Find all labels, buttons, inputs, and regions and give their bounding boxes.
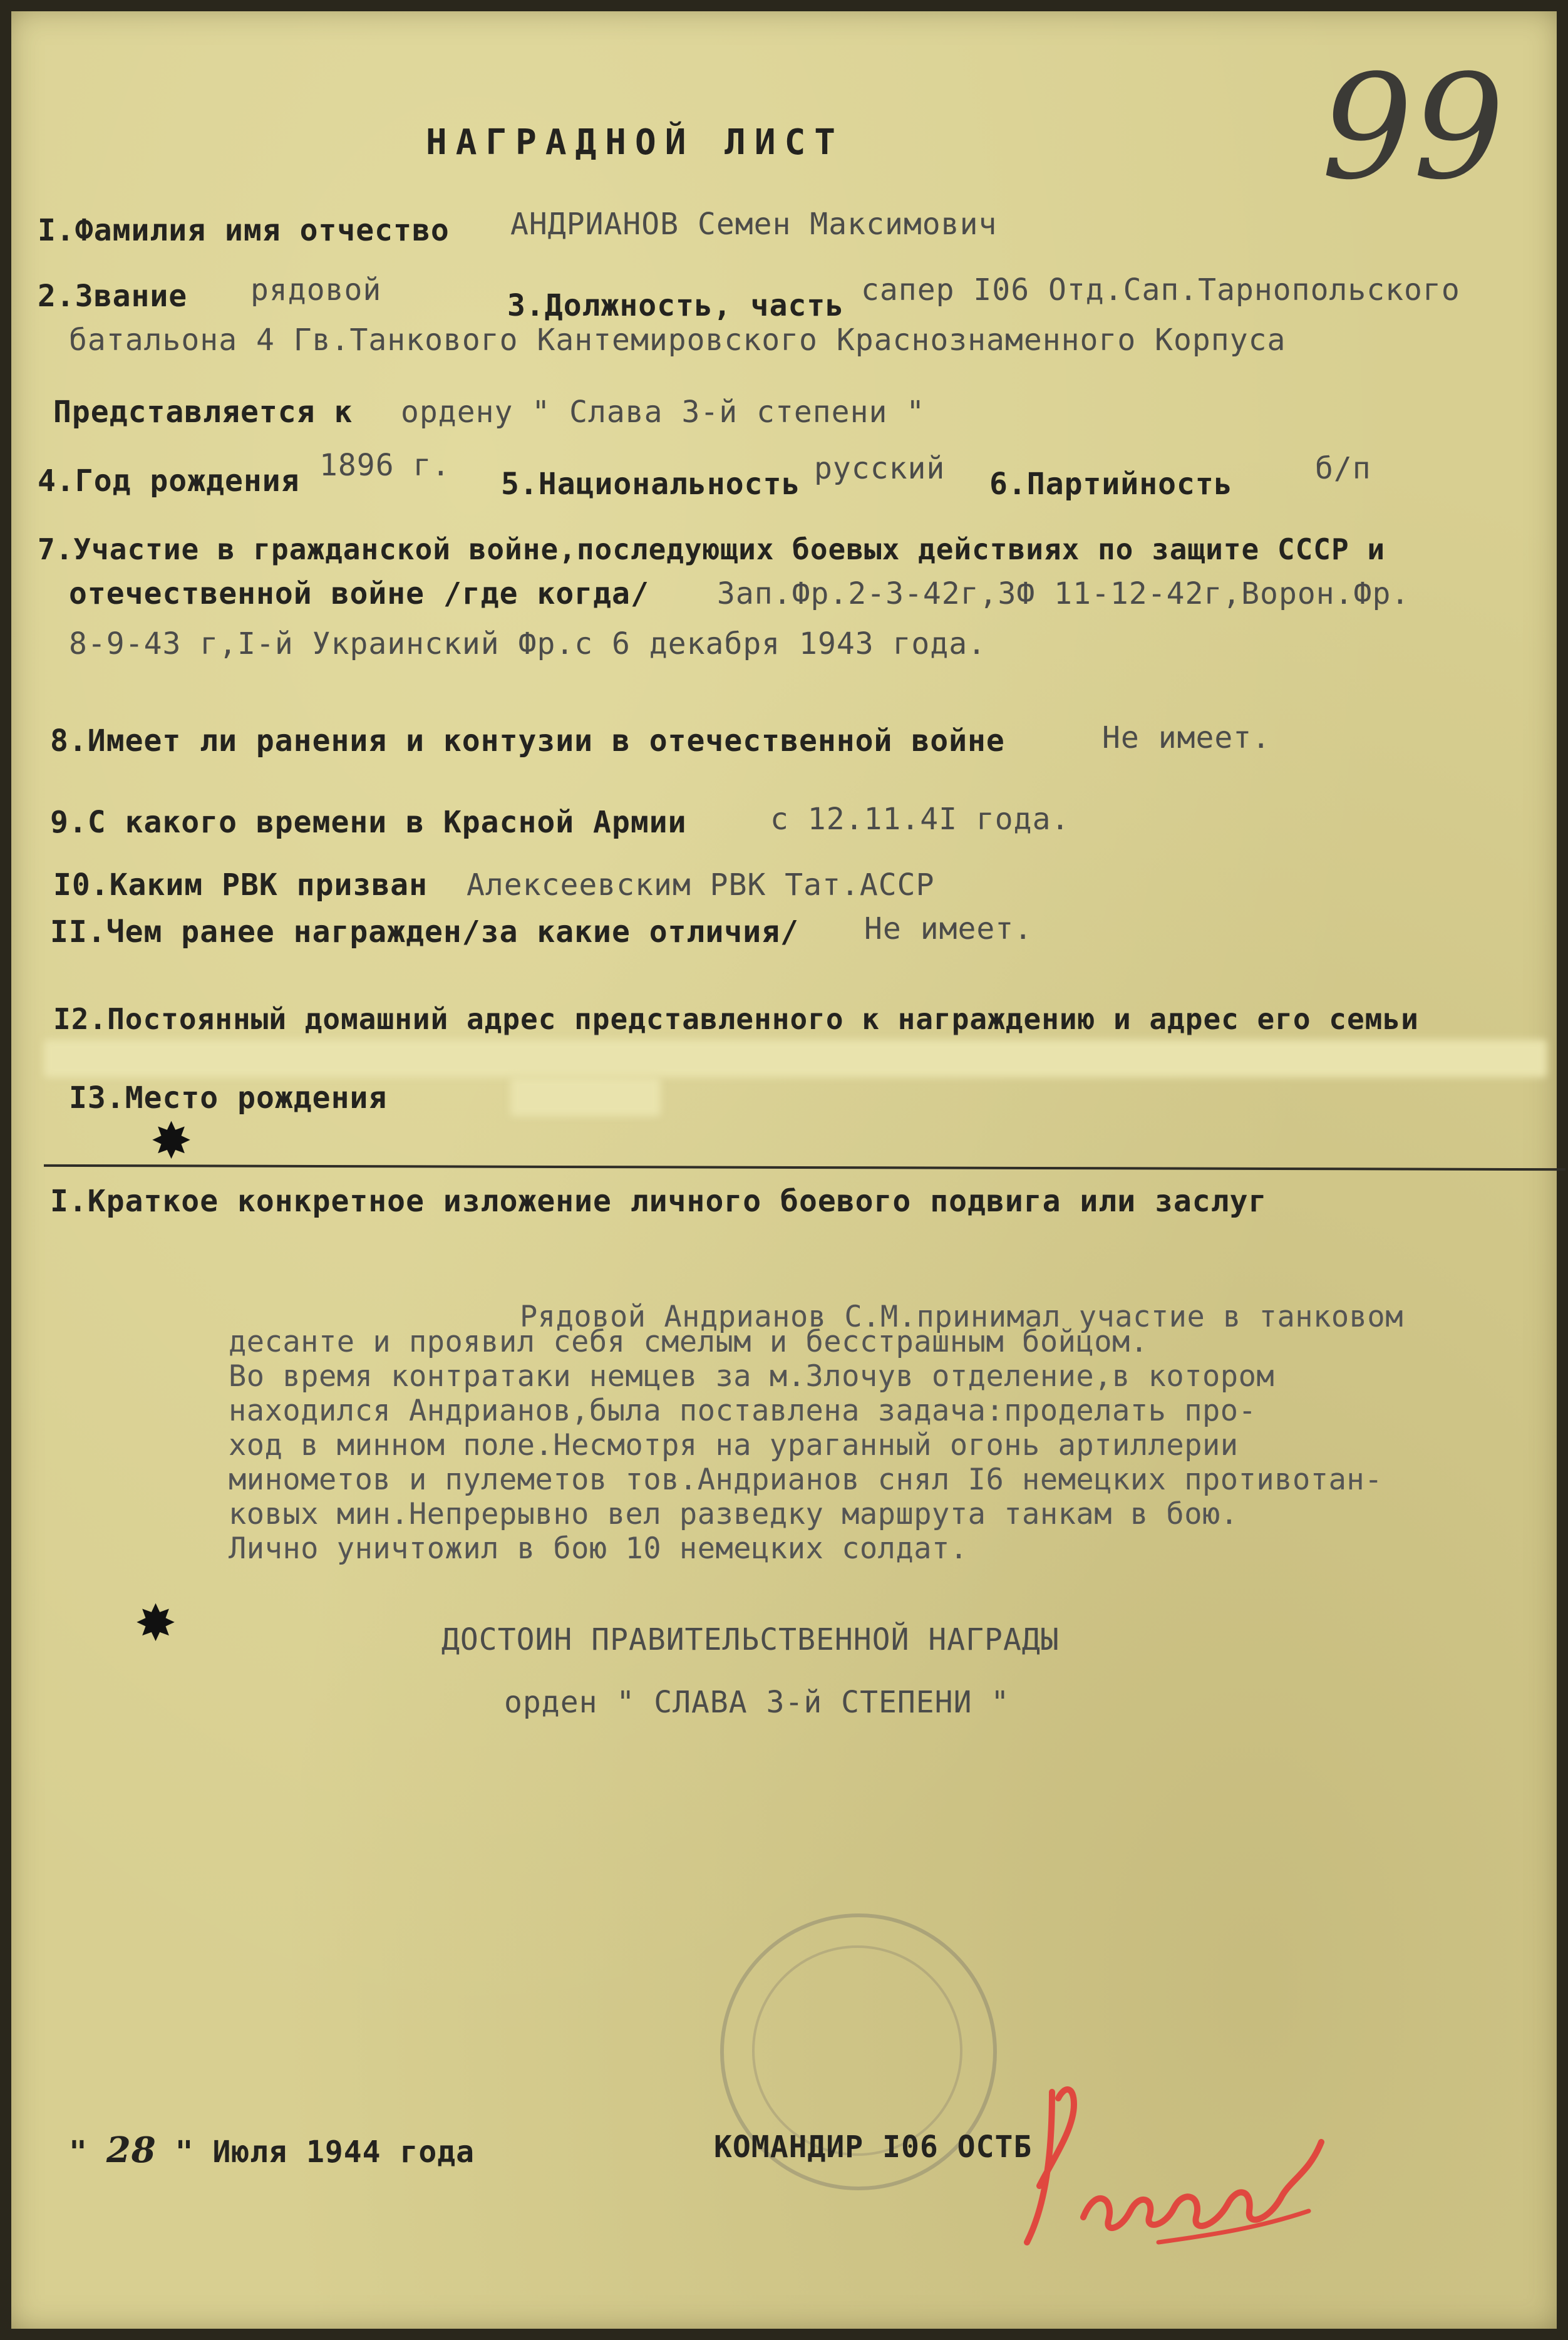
- conclusion-line-1: ДОСТОИН ПРАВИТЕЛЬСТВЕННОЙ НАГРАДЫ: [441, 1622, 1060, 1657]
- date-line: [69, 2130, 475, 2171]
- narrative-line: ход в минном поле.Несмотря на ураганный огонь артиллерии: [229, 1428, 1239, 1462]
- field-9-value: с 12.11.4I года.: [770, 802, 1070, 837]
- narrative-line: Рядовой Андрианов С.М.принимал участие в танковом: [520, 1300, 1404, 1334]
- award-value: ордену " Слава 3-й степени ": [401, 395, 926, 430]
- field-2-value: рядовой: [250, 272, 382, 308]
- date-day: 28: [106, 2130, 157, 2171]
- field-11-label: II.Чем ранее награжден/за какие отличия/: [50, 914, 799, 950]
- field-5-label: 5.Национальность: [501, 467, 801, 502]
- field-6-value: б/п: [1315, 451, 1371, 486]
- field-7-value-1: Зап.Фр.2-3-42г,ЗФ 11-12-42г,Ворон.Фр.: [717, 576, 1410, 611]
- section-1-label: I.Краткое конкретное изложение личного боевого подвига или заслуг: [50, 1184, 1267, 1219]
- field-6-label: 6.Партийность: [989, 467, 1233, 502]
- field-10-label: I0.Каким РВК призван: [53, 867, 428, 903]
- field-13-label: I3.Место рождения: [69, 1080, 388, 1116]
- award-label: Представляется к: [53, 395, 353, 430]
- field-4-value: 1896 г.: [319, 448, 451, 483]
- ink-blot-icon: ✸: [150, 1112, 193, 1170]
- field-7-value-2: 8-9-43 г,I-й Украинский Фр.с 6 декабря 1943 года.: [69, 626, 987, 661]
- conclusion-line-2: орден " СЛАВА 3-й СТЕПЕНИ ": [504, 1685, 1010, 1720]
- field-11-value: Не имеет.: [864, 911, 1033, 946]
- field-12-label: I2.Постоянный домашний адрес представленного к награждению и адрес его семьи: [53, 1002, 1419, 1036]
- narrative-line: Во время контратаки немцев за м.Злочув отделение,в котором: [229, 1359, 1275, 1394]
- corner-number: 99: [1321, 44, 1505, 212]
- document-title: НАГРАДНОЙ ЛИСТ: [426, 122, 845, 163]
- field-4-label: 4.Год рождения: [38, 463, 300, 499]
- field-3-value-cont: батальона 4 Гв.Танкового Кантемировского Краснознаменного Корпуса: [69, 323, 1286, 358]
- ink-blot-icon: ✸: [135, 1594, 177, 1652]
- date-open-quote: ": [69, 2135, 88, 2170]
- field-8-value: Не имеет.: [1102, 720, 1271, 755]
- narrative-line: минометов и пулеметов тов.Андрианов снял I6 немецких противотан-: [229, 1462, 1383, 1497]
- field-9-label: 9.С какого времени в Красной Армии: [50, 805, 687, 840]
- narrative-line: ковых мин.Непрерывно вел разведку маршрута танкам в бою.: [229, 1497, 1239, 1531]
- field-7-label-1: 7.Участие в гражданской войне,последующих боевых действиях по защите СССР и: [38, 532, 1386, 566]
- field-10-value: Алексеевским РВК Тат.АССР: [467, 867, 935, 903]
- redacted-address: [44, 1040, 1547, 1077]
- field-5-value: русский: [814, 451, 946, 486]
- redacted-birthplace: [510, 1077, 661, 1116]
- field-7-label-2: отечественной войне /где когда/: [69, 576, 649, 611]
- field-3-value: сапер I06 Отд.Сап.Тарнопольского: [861, 272, 1460, 308]
- signature-icon: [1014, 2061, 1340, 2267]
- date-rest: " Июля 1944 года: [175, 2135, 475, 2170]
- signer-title: КОМАНДИР I06 ОСТБ: [714, 2130, 1033, 2165]
- field-2-label: 2.Звание: [38, 279, 188, 314]
- divider-line: [44, 1164, 1565, 1171]
- narrative-line: Лично уничтожил в бою 10 немецких солдат.: [229, 1531, 968, 1566]
- field-8-label: 8.Имеет ли ранения и контузии в отечественной войне: [50, 723, 1005, 758]
- field-1-label: I.Фамилия имя отчество: [38, 213, 450, 248]
- narrative-line: десанте и проявил себя смелым и бесстрашным бойцом.: [229, 1325, 1148, 1359]
- field-1-value: АНДРИАНОВ Семен Максимович: [510, 207, 998, 242]
- field-3-label: 3.Должность, часть: [507, 288, 845, 323]
- narrative-line: находился Андрианов,была поставлена задача:проделать про-: [229, 1394, 1257, 1428]
